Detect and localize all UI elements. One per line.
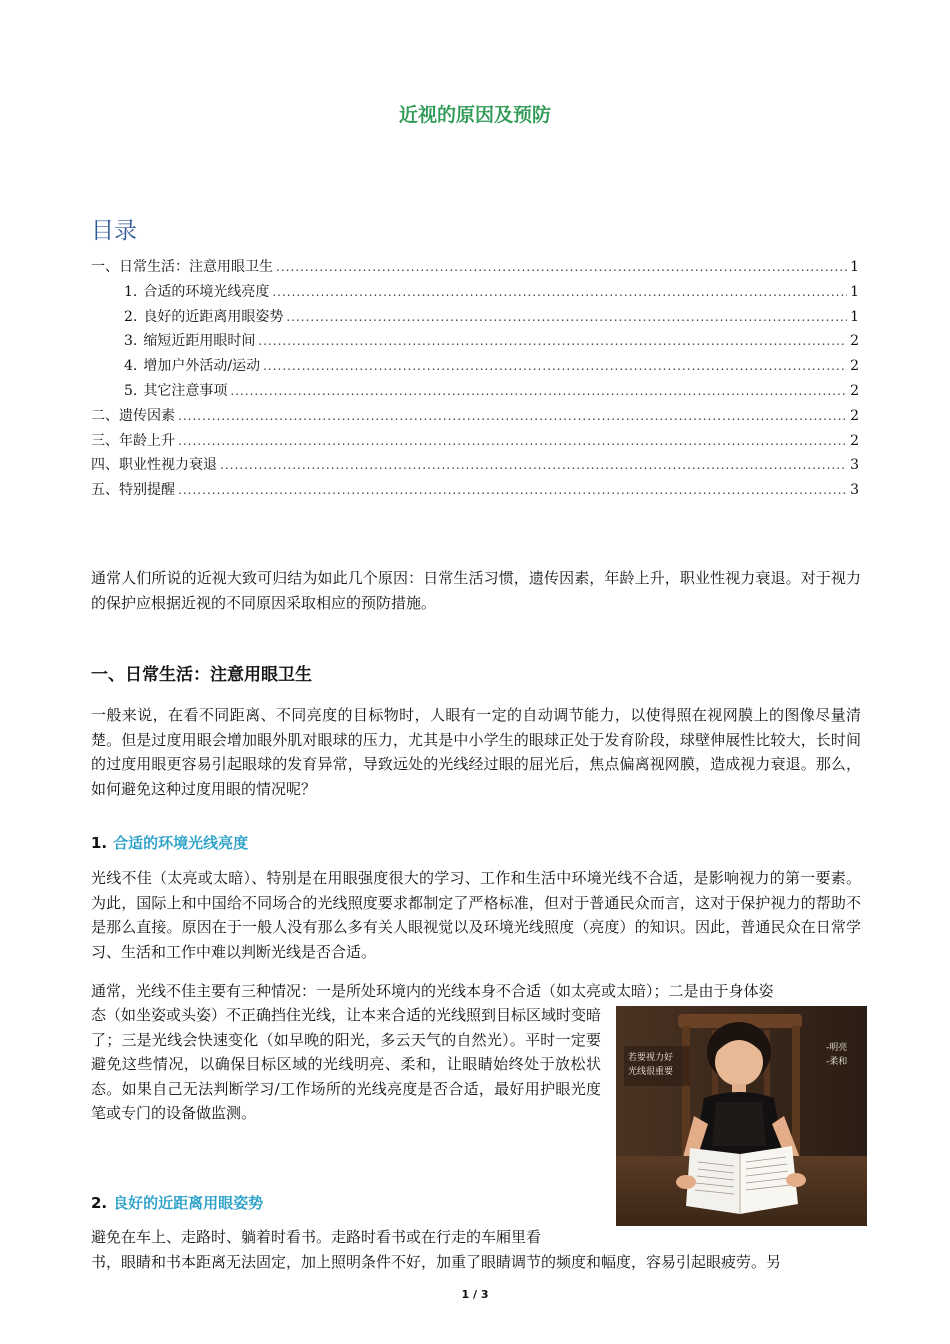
toc-leader-dots <box>276 255 847 280</box>
toc-leader-dots <box>263 354 847 379</box>
toc-entry-label: 良好的近距离用眼姿势 <box>143 308 284 325</box>
toc-entry-page: 2 <box>850 382 859 399</box>
toc-entry-label: 合适的环境光线亮度 <box>143 283 270 300</box>
subsection-1-title: 合适的环境光线亮度 <box>113 834 249 852</box>
toc-entry-number: 4. <box>124 358 138 375</box>
subsection-2-paragraph-line-2: 书，眼睛和书本距离无法固定，加上照明条件不好，加重了眼睛调节的频度和幅度，容易引起眼疲劳。另 <box>91 1253 782 1271</box>
photo-caption-right-2: -柔和 <box>826 1057 848 1067</box>
subsection-1-heading <box>91 832 248 853</box>
subsection-2-paragraph-line-1: 避免在车上、走路时、躺着时看书。走路时看书或在行走的车厢里看 <box>91 1228 542 1246</box>
toc-entry-label: 四、职业性视力衰退 <box>91 457 217 474</box>
toc-entry-label: 五、特别提醒 <box>91 482 175 499</box>
toc-entry[interactable] <box>91 379 859 404</box>
toc-leader-dots <box>178 429 847 454</box>
toc-entry-number: 5. <box>124 382 138 399</box>
photo-caption-right-1: -明亮 <box>826 1043 848 1053</box>
toc-entry-page: 3 <box>850 457 859 474</box>
subsection-1-paragraph-2-line-1: 通常，光线不佳主要有三种情况：一是所处环境内的光线本身不合适（如太亮或太暗）；二是由于身体姿 <box>91 982 774 1000</box>
toc-leader-dots <box>272 280 847 305</box>
toc-leader-dots <box>286 305 847 330</box>
toc-entry[interactable] <box>91 280 859 305</box>
page-number: 1 / 3 <box>461 1288 489 1301</box>
toc-entry-number: 3. <box>124 333 138 350</box>
toc-entry-page: 2 <box>850 358 859 375</box>
toc-entry-page: 2 <box>850 333 859 350</box>
toc-leader-dots <box>258 329 847 354</box>
toc-entry[interactable] <box>91 255 859 280</box>
child-reading-photo <box>616 1006 867 1226</box>
subsection-1-paragraph-1: 光线不佳（太亮或太暗）、特别是在用眼强度很大的学习、工作和生活中环境光线不合适，是影响视力的第一要素。为此，国际上和中国给不同场合的光线照度要求都制定了严格标准，但对于普通民众而言，这对于保护视力的帮助不是那么直接。原因在于一般人没有那么多有关人眼视觉以及环境光线照度（亮度）的知识。因此，普通民众在日常学习、生活和工作中难以判断光线是否合适。 <box>91 869 861 961</box>
subsection-1-paragraph-2-rest: 态（如坐姿或头姿）不正确挡住光线，让本来合适的光线照到目标区域时变暗了；三是光线会快速变化（如早晚的阳光，多云天气的自然光）。平时一定要避免这些情况，以确保目标区域的光线明亮、柔和，让眼睛始终处于放松状态。如果自己无法判断学习/工作场所的光线亮度是否合适，最好用护眼光度笔或专门的设备做监测。 <box>91 1006 602 1122</box>
subsection-2-number: 2. <box>91 1194 108 1212</box>
toc-entry-label: 一、日常生活：注意用眼卫生 <box>91 259 273 275</box>
toc-entry-page: 1 <box>850 283 859 300</box>
toc-entry-page: 1 <box>850 259 859 275</box>
toc-entry[interactable] <box>91 429 859 454</box>
toc-entry[interactable] <box>91 329 859 354</box>
photo-caption-left-2: 光线很重要 <box>628 1067 674 1077</box>
toc-entry-page: 2 <box>850 407 859 424</box>
toc-entry-label: 增加户外活动/运动 <box>143 358 261 375</box>
toc-leader-dots <box>178 478 847 503</box>
toc-entry[interactable] <box>91 404 859 429</box>
subsection-1-number: 1. <box>91 834 108 852</box>
toc-entry[interactable] <box>91 354 859 379</box>
toc-leader-dots <box>178 404 847 429</box>
toc-entry-label: 三、年龄上升 <box>91 432 175 449</box>
section-1-heading: 一、日常生活：注意用眼卫生 <box>91 665 312 685</box>
toc-entry-label: 缩短近距用眼时间 <box>143 333 256 350</box>
table-of-contents <box>91 255 859 503</box>
subsection-2-title: 良好的近距离用眼姿势 <box>113 1194 264 1212</box>
toc-entry[interactable] <box>91 478 859 503</box>
toc-heading: 目录 <box>91 218 137 244</box>
toc-entry-label: 其它注意事项 <box>143 382 228 399</box>
child-reading-illustration <box>616 1006 867 1226</box>
section-1-paragraph: 一般来说，在看不同距离、不同亮度的目标物时，人眼有一定的自动调节能力，以使得照在视网膜上的图像尽量清楚。但是过度用眼会增加眼外肌对眼球的压力，尤其是中小学生的眼球正处于发育阶段，球壁伸展性比较大，长时间的过度用眼更容易引起眼球的发育异常，导致远处的光线经过眼的屈光后，焦点偏离视网膜，造成视力衰退。那么，如何避免这种过度用眼的情况呢？ <box>91 706 861 798</box>
toc-entry-page: 2 <box>850 432 859 449</box>
toc-entry-number: 2. <box>124 308 138 325</box>
intro-paragraph: 通常人们所说的近视大致可归结为如此几个原因：日常生活习惯，遗传因素，年龄上升，职业性视力衰退。对于视力的保护应根据近视的不同原因采取相应的预防措施。 <box>91 569 861 612</box>
toc-leader-dots <box>220 453 847 478</box>
photo-caption-left-1: 若要视力好 <box>628 1053 674 1063</box>
toc-entry-page: 3 <box>850 482 859 499</box>
toc-leader-dots <box>230 379 847 404</box>
toc-entry-label: 二、遗传因素 <box>91 407 175 424</box>
document-title: 近视的原因及预防 <box>398 104 551 126</box>
toc-entry[interactable] <box>91 305 859 330</box>
toc-entry-number: 1. <box>124 283 138 300</box>
toc-entry-page: 1 <box>850 308 859 325</box>
subsection-2-heading <box>91 1192 263 1213</box>
toc-entry[interactable] <box>91 453 859 478</box>
